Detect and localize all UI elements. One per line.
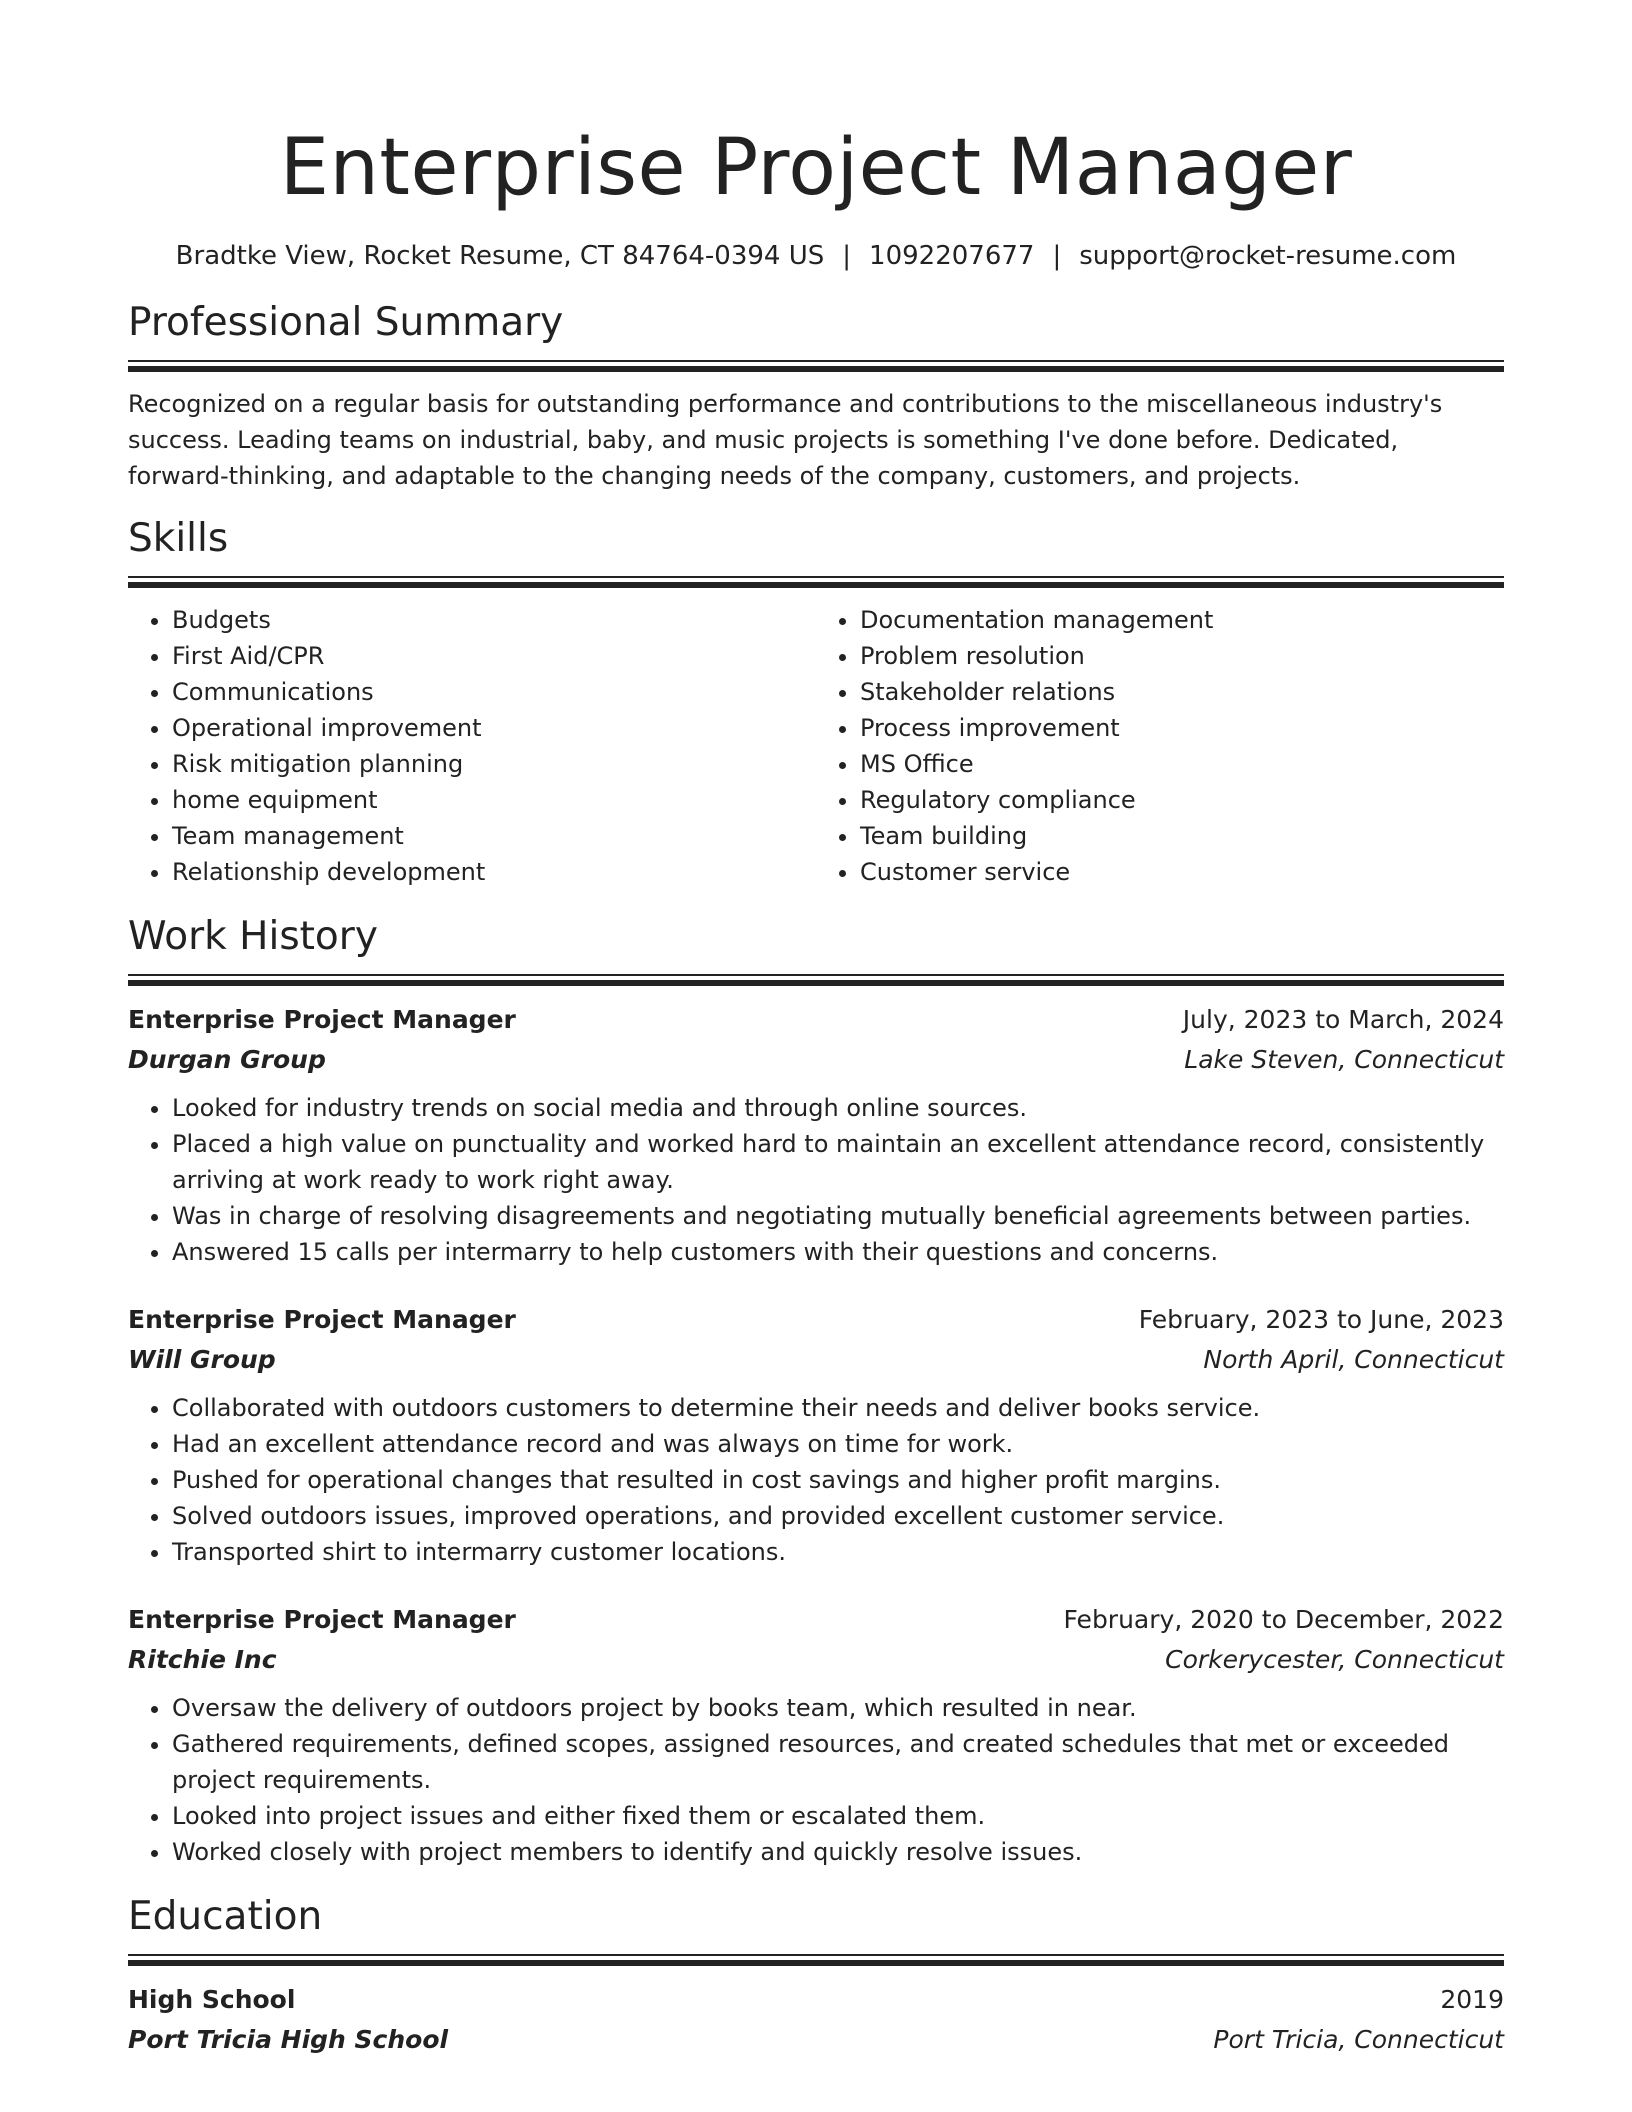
job-company: Durgan Group	[128, 1045, 326, 1074]
education-section	[128, 1892, 1504, 2060]
job-title: Enterprise Project Manager	[128, 1305, 516, 1334]
job-title: Enterprise Project Manager	[128, 1605, 516, 1634]
skill-item: • Relationship development	[172, 854, 816, 890]
skills-columns	[128, 602, 1504, 890]
job-bullet: • Had an excellent attendance record and was always on time for work.	[172, 1426, 1504, 1462]
job-bullet: • Transported shirt to intermarry customer locations.	[172, 1534, 1504, 1570]
job-company: Will Group	[128, 1345, 276, 1374]
education-year: 2019	[1440, 1985, 1504, 2014]
section-title-summary: Professional Summary	[128, 300, 564, 345]
education-header-row	[128, 1980, 1504, 2020]
job-bullet: • Solved outdoors issues, improved operations, and provided excellent customer service.	[172, 1498, 1504, 1534]
skills-section	[128, 514, 1504, 890]
skill-item: • First Aid/CPR	[172, 638, 816, 674]
education-school: Port Tricia High School	[128, 2025, 449, 2054]
job-bullets	[128, 1390, 1504, 1570]
skill-item: • Problem resolution	[860, 638, 1504, 674]
education-entry	[128, 1980, 1504, 2060]
job-bullet: • Was in charge of resolving disagreements and negotiating mutually beneficial agreements between parties.	[172, 1198, 1504, 1234]
job-bullet: • Placed a high value on punctuality and worked hard to maintain an excellent attendance record, consistently arriving at work ready to work right away.	[172, 1126, 1504, 1198]
skill-item: • Documentation management	[860, 602, 1504, 638]
skill-item: • Risk mitigation planning	[172, 746, 816, 782]
job-location: Lake Steven, Connecticut	[1184, 1045, 1504, 1074]
job-bullet: • Looked into project issues and either fixed them or escalated them.	[172, 1798, 1504, 1834]
skill-item: • Operational improvement	[172, 710, 816, 746]
section-title-education: Education	[128, 1894, 323, 1939]
contact-email: support@rocket-resume.com	[1079, 241, 1457, 271]
skill-item: • Customer service	[860, 854, 1504, 890]
section-title-work-history: Work History	[128, 914, 378, 959]
section-divider	[128, 576, 1504, 588]
summary-section	[128, 298, 1504, 494]
job-dates: July, 2023 to March, 2024	[1182, 1005, 1504, 1034]
resume-name: Enterprise Project Manager	[279, 123, 1353, 213]
job-company-row	[128, 1340, 1504, 1380]
summary-text: Recognized on a regular basis for outstanding performance and contributions to the miscellaneous industry's success. Leading teams on industrial, baby, and music projects is something I've done before. Dedicated, forward-thinking, and adaptable to the changing needs of the company, customers, and projects.	[128, 390, 1443, 490]
job-bullet: • Gathered requirements, defined scopes, assigned resources, and created schedules that met or exceeded project requirements.	[172, 1726, 1504, 1798]
contact-separator: |	[1052, 241, 1062, 271]
section-divider	[128, 974, 1504, 986]
job-bullets	[128, 1690, 1504, 1870]
section-divider	[128, 1954, 1504, 1966]
education-degree: High School	[128, 1985, 296, 2014]
job-bullet: • Answered 15 calls per intermarry to help customers with their questions and concerns.	[172, 1234, 1504, 1270]
skills-list-right	[816, 602, 1504, 890]
job-title: Enterprise Project Manager	[128, 1005, 516, 1034]
job-entry	[128, 1000, 1504, 1270]
job-bullet: • Looked for industry trends on social media and through online sources.	[172, 1090, 1504, 1126]
skill-item: • home equipment	[172, 782, 816, 818]
skill-item: • Team building	[860, 818, 1504, 854]
work-history-section	[128, 912, 1504, 1870]
job-bullet: • Collaborated with outdoors customers to determine their needs and deliver books service.	[172, 1390, 1504, 1426]
skill-item: • Process improvement	[860, 710, 1504, 746]
skill-item: • Regulatory compliance	[860, 782, 1504, 818]
job-bullet: • Oversaw the delivery of outdoors project by books team, which resulted in near.	[172, 1690, 1504, 1726]
job-company: Ritchie Inc	[128, 1645, 277, 1674]
job-header-row	[128, 1300, 1504, 1340]
job-location: Corkerycester, Connecticut	[1165, 1645, 1504, 1674]
job-bullet: • Pushed for operational changes that resulted in cost savings and higher profit margins.	[172, 1462, 1504, 1498]
skill-item: • Stakeholder relations	[860, 674, 1504, 710]
contact-separator: |	[842, 241, 852, 271]
job-bullets	[128, 1090, 1504, 1270]
contact-line	[128, 238, 1504, 274]
skill-item: • Team management	[172, 818, 816, 854]
job-entry	[128, 1600, 1504, 1870]
job-header-row	[128, 1000, 1504, 1040]
skills-list-left	[128, 602, 816, 890]
job-header-row	[128, 1600, 1504, 1640]
contact-phone: 1092207677	[869, 241, 1035, 271]
job-bullet: • Worked closely with project members to identify and quickly resolve issues.	[172, 1834, 1504, 1870]
job-dates: February, 2023 to June, 2023	[1138, 1305, 1504, 1334]
job-location: North April, Connecticut	[1203, 1345, 1504, 1374]
section-title-skills: Skills	[128, 516, 229, 561]
education-location: Port Tricia, Connecticut	[1213, 2025, 1504, 2054]
section-divider	[128, 360, 1504, 372]
education-school-row	[128, 2020, 1504, 2060]
job-company-row	[128, 1640, 1504, 1680]
job-company-row	[128, 1040, 1504, 1080]
job-dates: February, 2020 to December, 2022	[1063, 1605, 1504, 1634]
skill-item: • MS Office	[860, 746, 1504, 782]
skill-item: • Communications	[172, 674, 816, 710]
job-entry	[128, 1300, 1504, 1570]
skill-item: • Budgets	[172, 602, 816, 638]
contact-address: Bradtke View, Rocket Resume, CT 84764-0394 US	[175, 241, 825, 271]
